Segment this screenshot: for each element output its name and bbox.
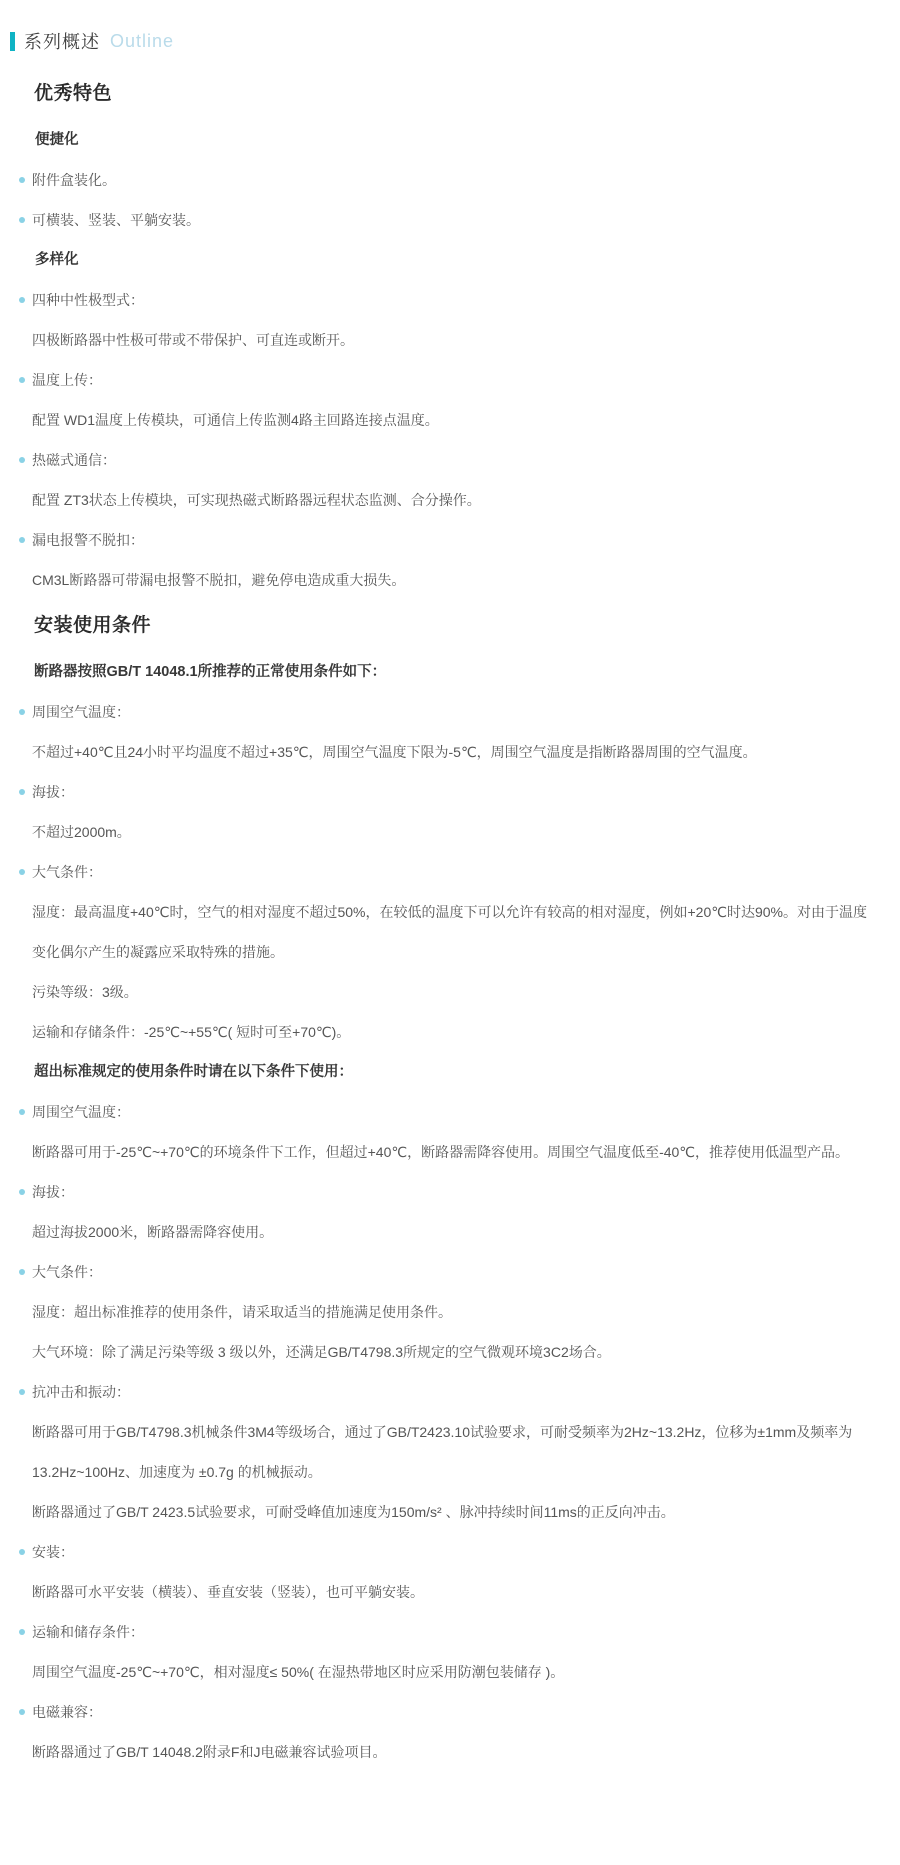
bullet-item-text: 可横装、竖装、平躺安装。 — [32, 212, 200, 228]
body-paragraph-text: 配置 ZT3状态上传模块，可实现热磁式断路器远程状态监测、合分操作。 — [32, 492, 481, 508]
conditions-lead — [10, 652, 886, 692]
feature-subheading-text: 多样化 — [35, 252, 79, 268]
bullet-dot-icon — [19, 709, 25, 715]
body-paragraph — [10, 972, 886, 1012]
conditions-lead — [10, 1052, 886, 1092]
bullet-dot-icon — [19, 457, 25, 463]
bullet-item — [10, 1252, 886, 1292]
bullet-dot-icon — [19, 1389, 25, 1395]
body-paragraph-text: 污染等级：3级。 — [32, 984, 138, 1000]
bullet-item — [10, 772, 886, 812]
body-paragraph-text: 断路器通过了GB/T 14048.2附录F和J电磁兼容试验项目。 — [32, 1744, 387, 1760]
bullet-item — [10, 1532, 886, 1572]
body-paragraph — [10, 732, 886, 772]
bullet-item — [10, 1092, 886, 1132]
section-heading-text: 优秀特色 — [34, 83, 113, 104]
body-paragraph — [10, 1652, 886, 1692]
feature-subheading — [10, 240, 886, 280]
bullet-item-text: 海拔： — [32, 784, 74, 800]
body-paragraph-text: 湿度：超出标准推荐的使用条件，请采取适当的措施满足使用条件。 — [32, 1304, 452, 1320]
bullet-dot-icon — [19, 1109, 25, 1115]
bullet-dot-icon — [19, 377, 25, 383]
bullet-dot-icon — [19, 1629, 25, 1635]
body-paragraph-text: 不超过+40℃且24小时平均温度不超过+35℃，周围空气温度下限为-5℃，周围空气温度是指断路器周围的空气温度。 — [32, 744, 757, 760]
section-title-en: Outline — [110, 30, 175, 51]
body-paragraph — [10, 1412, 886, 1492]
body-paragraph-text: 湿度：最高温度+40℃时，空气的相对湿度不超过50%，在较低的温度下可以允许有较高的相对湿度，例如+20℃时达90%。对由于温度变化偶尔产生的凝露应采取特殊的措施。 — [32, 904, 867, 960]
section-heading-text: 安装使用条件 — [34, 615, 152, 636]
body-paragraph — [10, 1292, 886, 1332]
bullet-item-text: 温度上传： — [32, 372, 102, 388]
bullet-dot-icon — [19, 177, 25, 183]
body-paragraph — [10, 892, 886, 972]
body-paragraph-text: CM3L断路器可带漏电报警不脱扣，避免停电造成重大损失。 — [32, 572, 406, 588]
body-paragraph — [10, 1332, 886, 1372]
bullet-item-text: 大气条件： — [32, 1264, 102, 1280]
bullet-dot-icon — [19, 869, 25, 875]
body-paragraph-text: 断路器通过了GB/T 2423.5试验要求，可耐受峰值加速度为150m/s² 、脉冲持续时间11ms的正反向冲击。 — [32, 1504, 675, 1520]
bullet-item — [10, 692, 886, 732]
bullet-item — [10, 440, 886, 480]
bullet-dot-icon — [19, 217, 25, 223]
body-paragraph-text: 周围空气温度-25℃~+70℃，相对湿度≤ 50%( 在湿热带地区时应采用防潮包装储存 )。 — [32, 1664, 565, 1680]
body-paragraph-text: 超过海拔2000米，断路器需降容使用。 — [32, 1224, 274, 1240]
conditions-lead-text: 超出标准规定的使用条件时请在以下条件下使用： — [34, 1064, 353, 1080]
bullet-item-text: 四种中性极型式： — [32, 292, 144, 308]
bullet-item — [10, 160, 886, 200]
bullet-dot-icon — [19, 1549, 25, 1555]
bullet-item — [10, 520, 886, 560]
section-heading — [10, 600, 886, 652]
bullet-item — [10, 1372, 886, 1412]
body-paragraph — [10, 400, 886, 440]
body-paragraph-text: 四极断路器中性极可带或不带保护、可直连或断开。 — [32, 332, 354, 348]
body-paragraph — [10, 1132, 886, 1172]
bullet-item-text: 热磁式通信： — [32, 452, 116, 468]
section-header — [10, 28, 886, 54]
bullet-item-text: 海拔： — [32, 1184, 74, 1200]
body-paragraph — [10, 812, 886, 852]
conditions-lead-text: 断路器按照GB/T 14048.1所推荐的正常使用条件如下： — [34, 664, 387, 680]
bullet-item — [10, 280, 886, 320]
bullet-item-text: 电磁兼容： — [32, 1704, 102, 1720]
feature-subheading — [10, 120, 886, 160]
bullet-item-text: 安装： — [32, 1544, 74, 1560]
bullet-item — [10, 852, 886, 892]
bullet-item-text: 周围空气温度： — [32, 704, 130, 720]
bullet-item-text: 大气条件： — [32, 864, 102, 880]
body-paragraph — [10, 320, 886, 360]
bullet-item-text: 附件盒装化。 — [32, 172, 116, 188]
section-heading — [10, 68, 886, 120]
bullet-dot-icon — [19, 297, 25, 303]
body-paragraph — [10, 560, 886, 600]
body-paragraph-text: 断路器可用于GB/T4798.3机械条件3M4等级场合，通过了GB/T2423.10试验要求，可耐受频率为2Hz~13.2Hz，位移为±1mm及频率为13.2Hz~100Hz、加速度为 ±0.7g 的机械振动。 — [32, 1424, 853, 1480]
bullet-dot-icon — [19, 1269, 25, 1275]
body-paragraph-text: 配置 WD1温度上传模块，可通信上传监测4路主回路连接点温度。 — [32, 412, 439, 428]
body-paragraph — [10, 480, 886, 520]
body-paragraph-text: 运输和存储条件：-25℃~+55℃( 短时可至+70℃)。 — [32, 1024, 351, 1040]
bullet-item — [10, 1172, 886, 1212]
body-paragraph — [10, 1492, 886, 1532]
body-paragraph — [10, 1732, 886, 1772]
bullet-item — [10, 1612, 886, 1652]
bullet-dot-icon — [19, 789, 25, 795]
bullet-dot-icon — [19, 1189, 25, 1195]
bullet-dot-icon — [19, 537, 25, 543]
body-paragraph-text: 断路器可水平安装（横装）、垂直安装（竖装），也可平躺安装。 — [32, 1584, 424, 1600]
accent-bar-icon — [10, 32, 15, 51]
bullet-item-text: 抗冲击和振动： — [32, 1384, 130, 1400]
bullet-item — [10, 1692, 886, 1732]
body-paragraph — [10, 1212, 886, 1252]
body-paragraph-text: 大气环境：除了满足污染等级 3 级以外，还满足GB/T4798.3所规定的空气微观环境3C2场合。 — [32, 1344, 611, 1360]
bullet-item-text: 漏电报警不脱扣： — [32, 532, 144, 548]
body-paragraph — [10, 1572, 886, 1612]
bullet-item-text: 运输和储存条件： — [32, 1624, 144, 1640]
section-title-zh: 系列概述 — [24, 32, 100, 52]
bullet-item — [10, 360, 886, 400]
bullet-item-text: 周围空气温度： — [32, 1104, 130, 1120]
body-paragraph-text: 不超过2000m。 — [32, 824, 131, 840]
body-paragraph-text: 断路器可用于-25℃~+70℃的环境条件下工作，但超过+40℃，断路器需降容使用。周围空气温度低至-40℃，推荐使用低温型产品。 — [32, 1144, 850, 1160]
bullet-item — [10, 200, 886, 240]
bullet-dot-icon — [19, 1709, 25, 1715]
body-paragraph — [10, 1012, 886, 1052]
feature-subheading-text: 便捷化 — [35, 132, 79, 148]
content-blocks — [10, 68, 886, 1772]
